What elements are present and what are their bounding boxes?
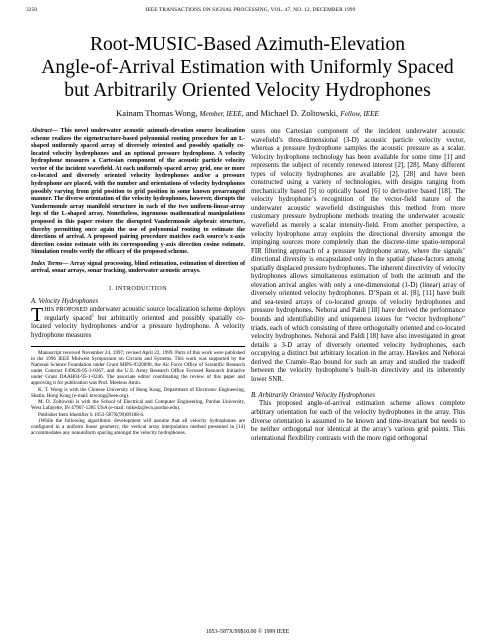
left-column	[31, 128, 245, 436]
right-paragraph-2: This proposed angle-of-arrival estimation scheme allows complete arbitrary orientation for each of the velocity hydrophones in the array. This diverse orientation is assumed to be known and time-invariant but needs to be neither orthogonal nor identical at the array’s various grid points. This orientational flexibility contrasts with the more rigid orthogonal	[251, 400, 465, 442]
footnote-publisher-id: Publisher Item Identifier S 1053-587X(99)09188-6.	[38, 411, 145, 418]
right-paragraph-1: sures one Cartesian component of the incident underwater acoustic wavefield’s three-dimensional (3-D) acoustic particle velocity vector, whereas a pressure hydrophone samples the acoustic pressure as a scalar. Velocity hydrophone technology has been available for some time [1] and represents the subject of recently renewed interest [2], [28]. Many different types of velocity hydrophones are available [2], [28] and have been constructed using a variety of technologies, with designs ranging from mechanically based [5] to optically based [6] to derivative based [18]. The velocity hydrophone’s recognition of the vector-field nature of the underwater acoustic wavefield distinguishes this method from more customary pressure hydrophone methods treating the underwater acoustic wavefield as merely a scalar intensity-field. From another perspective, a velocity hydrophone array exploits the directional diversity amongst the impinging sources more completely than the discrete-time spatio-temporal FIR filtering approach of a pressure hydrophone array, where the signals’ directional diversity is encapsulated only in the spatial phase-factors among spatially displaced pressure hydrophones. The inherent directivity of velocity hydrophones allows simultaneous estimation of both the azimuth and the elevation arrival angles with only a one-dimensional (1-D) (linear) array of diversely oriented velocity hydrophones. D’Spain et al. [8], [11] have built and sea-tested arrays of co-located groups of velocity hydrophones and pressure hydrophones. Nehorai and Paldi [18] have derived the performance bounds and identifiability and uniqueness issues for “vector hydrophone” triads, each of which consisting of three orthogonally oriented and co-located velocity hydrophones. Nehorai and Paldi [18] have also investigated in great details a 3-D array of diversely oriented velocity hydrophones, each occupying a distinct but arbitrary location in the array. Hawkes and Nehorai derived the Cramér–Rao bound for such an array and studied the tradeoff between the velocity hydrophone’s built-in directivity and its inherently lower SNR.	[251, 128, 465, 383]
subsection-heading-arbitrarily-oriented: B. Arbitrarily Oriented Velocity Hydrophones	[251, 392, 376, 400]
drop-cap: T	[31, 303, 44, 326]
abstract	[31, 128, 245, 257]
intro-text-1: underwater acoustic source localization scheme deploys regularly spaced	[44, 305, 245, 322]
subsection-heading-velocity-hydrophones: A. Velocity Hydrophones	[31, 297, 99, 305]
running-head	[26, 7, 475, 15]
index-terms	[31, 261, 245, 276]
intro-caps: HIS PROPOSED	[44, 305, 88, 313]
index-terms-text: Array signal processing, blind estimation, estimation of direction of arrival, sonar arrays, sonar tracking, underwater acoustic arrays.	[31, 260, 245, 275]
author-2: and Michael D. Zoltowski,	[245, 108, 339, 118]
footnotes	[31, 346, 245, 436]
abstract-lead: Abstract—	[31, 128, 58, 134]
author-1: Kainam Thomas Wong,	[116, 108, 198, 118]
intro-text-2: but arbitrarily oriented and possibly spatially co-located velocity hydrophones and/or a pressure hydrophone. A velocity hydrophone measures	[31, 314, 245, 339]
copyright-line: 1053–587X/99$10.00 © 1999 IEEE	[205, 629, 290, 635]
title-line-3: but Arbitrarily Oriented Velocity Hydrophones	[64, 80, 431, 101]
right-column	[251, 128, 465, 443]
footnote-1: 1While the following algorithmic development will assume that all velocity hydrophones are configured in a uniform linear geometry, the vertical array interpolation method presented in [14] accommodates any nonuniform spacing amongst the velocity hydrophones.	[31, 417, 245, 436]
title-line-1: Root-MUSIC-Based Azimuth-Elevation	[89, 34, 406, 55]
journal-name: IEEE TRANSACTIONS ON SIGNAL PROCESSING, VOL. 47, NO. 12, DECEMBER 1999	[145, 7, 356, 13]
intro-paragraph	[31, 303, 245, 340]
footnote-marker-1: 1	[91, 312, 94, 318]
title-line-2: Angle-of-Arrival Estimation with Uniformly Spaced	[41, 57, 454, 78]
author-2-title: Fellow, IEEE	[340, 110, 379, 118]
paper-title	[30, 33, 465, 102]
footnote-author-2: M. D. Zoltowski is with the School of Electrical and Computer Engineering, Purdue University, West Lafayette, IN 47907-1285 USA (e-mail: mikedz@ecn.purdue.edu).	[31, 399, 245, 412]
footnote-manuscript: Manuscript received November 24, 1997; revised April 22, 1999. Parts of this work were published in the 1996 IEEE Midwest Symposium on Circuits and Systems. This work was supported by the National Science Foundation under Grant MIPS-9320890, the Air Force Office of Scientific Research under Contract F49620-95-1-0367, and the U.S. Army Research Office Focused Research Initiative under Grant DAAH04-95-1-0246. The associate editor coordinating the review of this paper and approving it for publication was Prof. Meeteus Amin.	[31, 350, 245, 387]
author-line	[30, 108, 465, 118]
page-number: 3250	[26, 7, 38, 13]
index-terms-lead: Index Terms—	[31, 260, 69, 267]
author-1-title: Member, IEEE,	[199, 110, 244, 118]
abstract-text: This novel underwater acoustic azimuth-elevation source localization scheme realizes the eigenstructure-based polynomial rooting procedure for an L-shaped uniformly spaced array of diversely oriented and possibly spatially co-located velocity hydrophones and an optional pressure hydrophone. A velocity hydrophone measures a Cartesian component of the acoustic particle velocity vector of the incident wavefield. At each uniformly spaced array grid, one or more co-located and diversely oriented velocity hydrophones and/or a pressure hydrophone are placed, with the number and orientations of velocity hydrophones possibly varying from grid position to grid position in some known prearranged manner. The diverse orientation of the velocity hydrophones, however, disrupts the Vandermonde array manifold structure in each of the two uniform-linear-array legs of the L-shaped array. Nonetheless, ingenuous mathematical manipulations proposed in this paper restore the disrupted Vandermonde algebraic structure, thereby permitting once again the use of polynomial rooting to estimate the directions of arrival. A proposed pairing procedure matches each source’s x-axis direction cosine estimate with its corresponding y-axis direction cosine estimate. Simulation results verify the efficacy of the proposed scheme.	[31, 128, 245, 256]
footnote-author-1: K. T. Wong is with the Chinese University of Hong Kong, Department of Electronic Engineering, Shatin, Hong Kong (e-mail: ktwong@ieee.org).	[31, 386, 245, 399]
section-heading-introduction: I. INTRODUCTION	[109, 284, 167, 292]
